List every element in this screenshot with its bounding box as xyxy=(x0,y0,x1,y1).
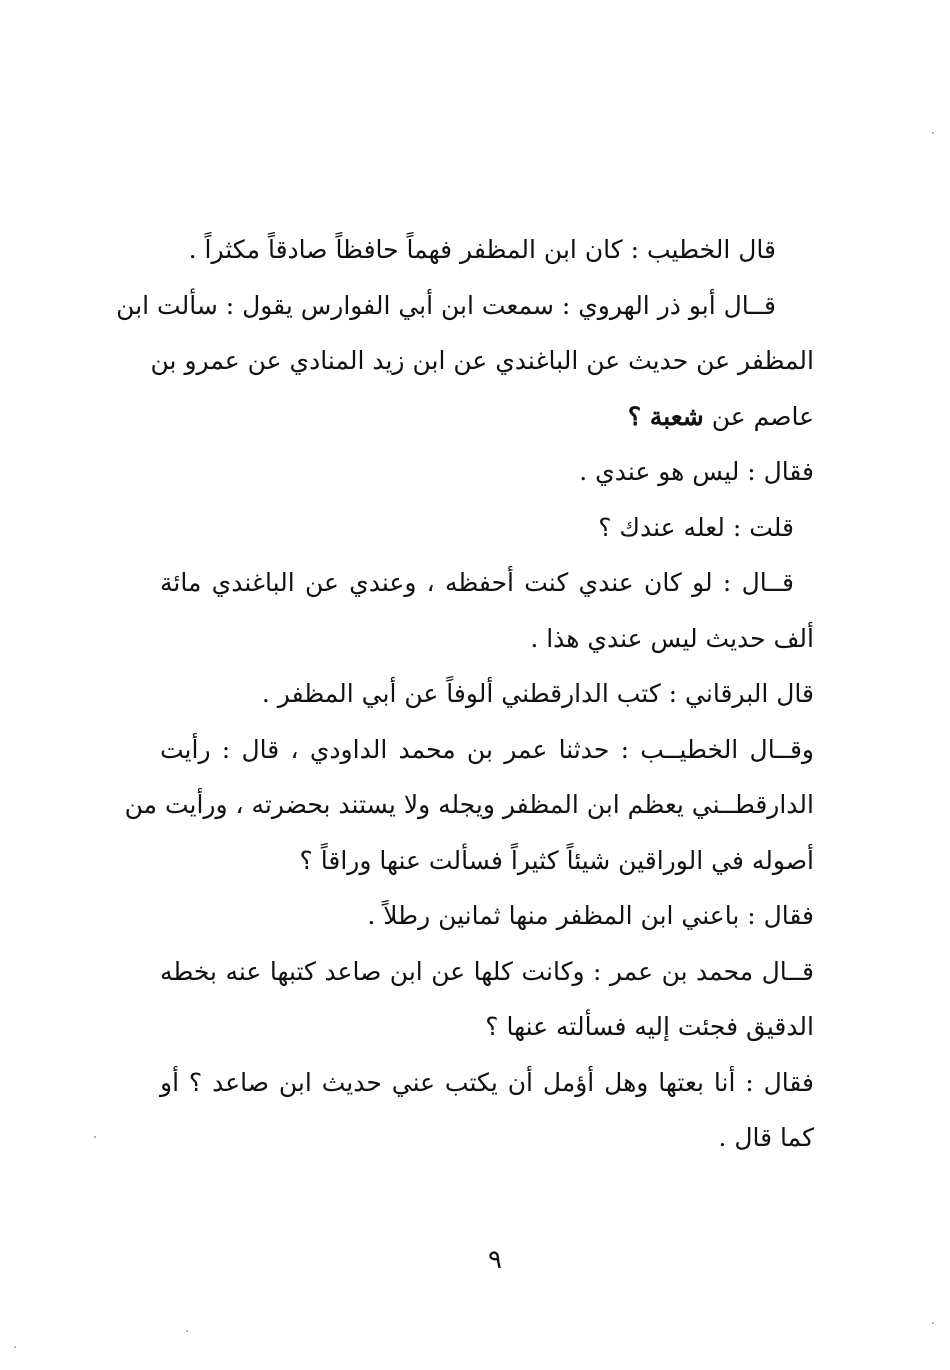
text-line: وقــال الخطيــب : حدثنا عمر بن محمد الداودي ، قال : رأيت xyxy=(160,734,814,764)
text-line: فقال : باعني ابن المظفر منها ثمانين رطلاً . xyxy=(367,901,814,930)
scan-speck xyxy=(186,1330,188,1332)
scan-speck xyxy=(94,1136,96,1138)
scan-speck xyxy=(932,1322,934,1324)
text-line: قــال : لو كان عندي كنت أحفظه ، وعندي عن الباغندي مائة xyxy=(160,568,794,597)
text-line: أصوله في الوراقين شيئاً كثيراً فسألت عنها وراقاً ؟ xyxy=(299,845,814,875)
bold-term: شعبة ؟ xyxy=(627,401,704,431)
text-line: قــال أبو ذر الهروي : سمعت ابن أبي الفوارس يقول : سألت ابن xyxy=(116,290,776,320)
scan-speck xyxy=(14,1346,16,1348)
text-line: كما قال . xyxy=(718,1123,814,1152)
body-text xyxy=(116,222,814,1166)
text-line: الدارقطــني يعظم ابن المظفر ويجله ولا يستند بحضرته ، ورأيت من xyxy=(124,790,814,819)
page-number: ٩ xyxy=(488,1245,502,1275)
text-line: قلت : لعله عندك ؟ xyxy=(598,512,794,542)
text-line: فقال : ليس هو عندي . xyxy=(579,457,814,486)
text-line: قال الخطيب : كان ابن المظفر فهماً حافظاً صادقاً مكثراً . xyxy=(188,235,776,264)
text-line: ألف حديث ليس عندي هذا . xyxy=(530,623,814,653)
text-line xyxy=(160,389,814,445)
text-fragment: عاصم عن xyxy=(711,401,814,431)
scan-speck xyxy=(932,132,934,134)
text-line: قــال محمد بن عمر : وكانت كلها عن ابن صاعد كتبها عنه بخطه xyxy=(160,956,814,986)
text-line: الدقيق فجئت إليه فسألته عنها ؟ xyxy=(485,1012,814,1041)
text-line: قال البرقاني : كتب الدارقطني ألوفاً عن أبي المظفر . xyxy=(261,679,814,708)
text-line: المظفر عن حديث عن الباغندي عن ابن زيد المنادي عن عمرو بن xyxy=(150,346,814,375)
text-line: فقال : أنا بعتها وهل أؤمل أن يكتب عني حديث ابن صاعد ؟ أو xyxy=(160,1067,814,1097)
